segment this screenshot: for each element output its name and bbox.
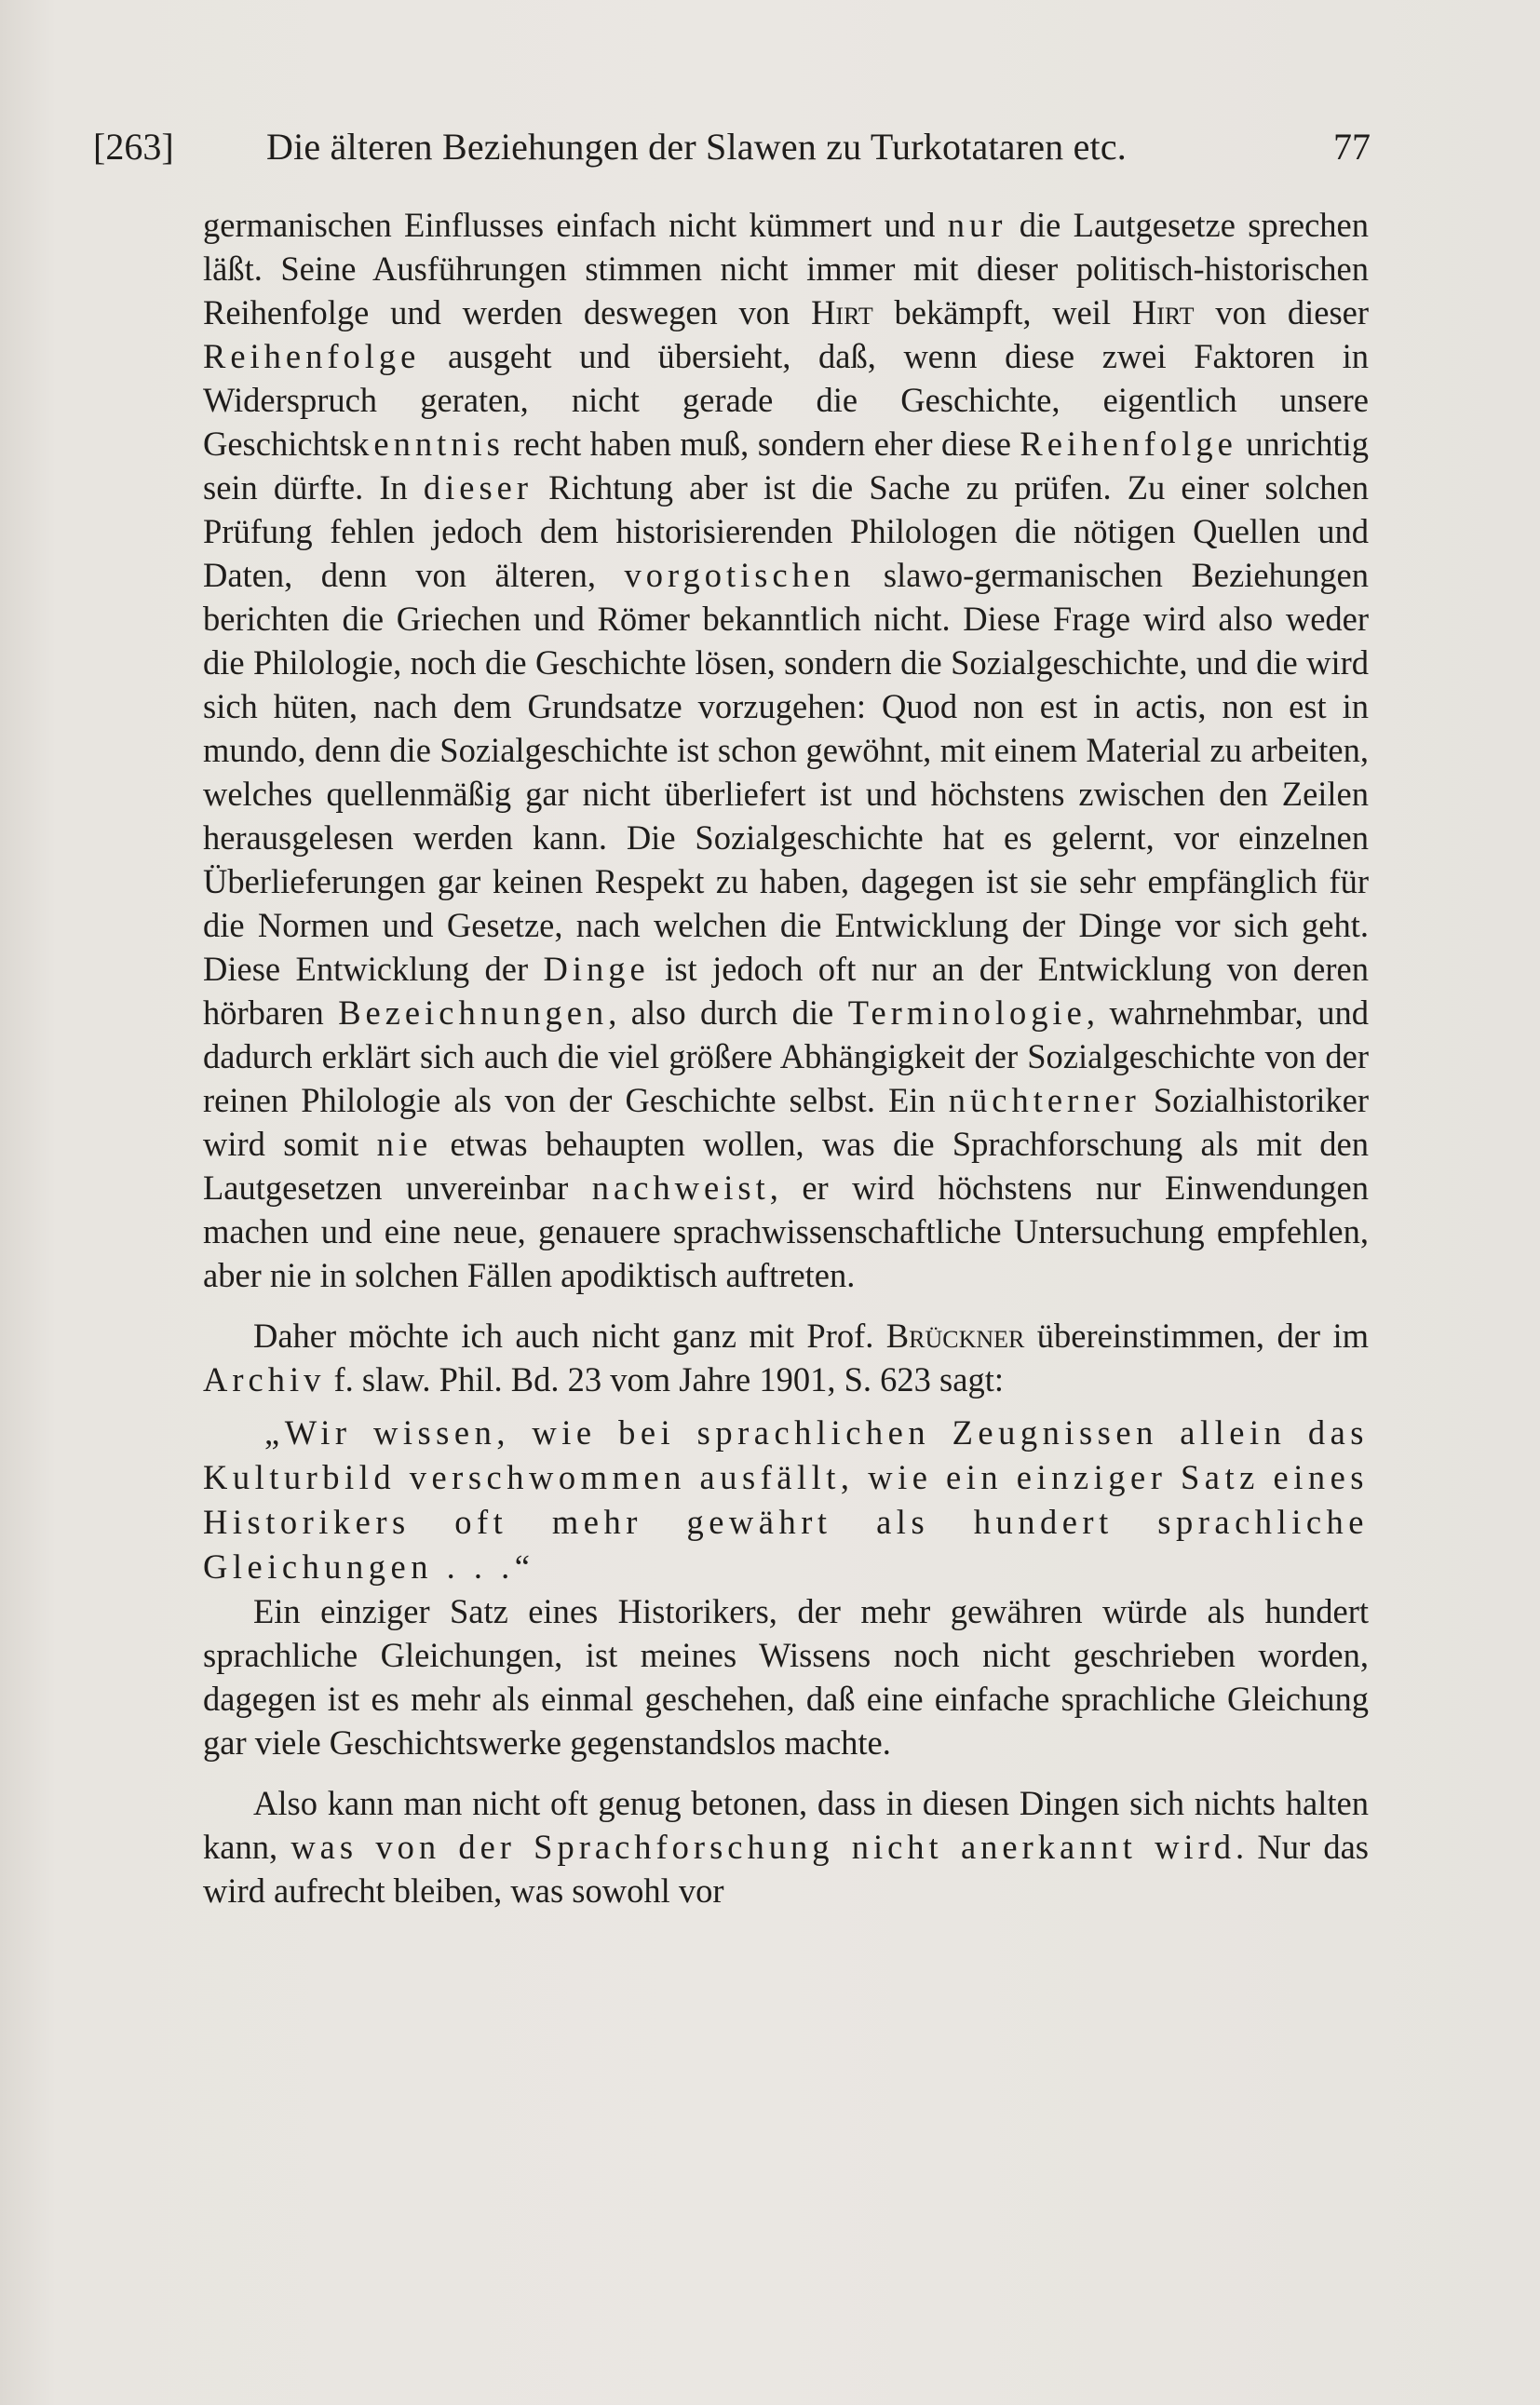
text-run: Sozialhistoriker wird somit <box>203 1081 1369 1163</box>
text-run: , er wird höchstens nur Einwendungen machen und eine neue, genauere sprachwissenschaftliche Untersuchung empfehlen, aber nie in solchen Fällen apodiktisch auftreten. <box>203 1169 1370 1294</box>
spaced-emphasis: nüchterner <box>948 1081 1141 1119</box>
text-run: . Nur das wird aufrecht bleiben, was sowohl vor <box>203 1828 1370 1910</box>
text-run: die Lautgesetze sprechen läßt. Seine Ausführungen stimmen nicht immer mit dieser politisch-historischen Reihenfolge und werden deswegen von <box>203 206 1369 331</box>
body-text <box>203 203 1369 1912</box>
spaced-emphasis: Terminologie <box>847 993 1087 1032</box>
author-name: Hirt <box>1131 293 1195 331</box>
text-run: , also durch die <box>608 993 848 1032</box>
text-run: bekämpft, weil <box>872 293 1132 331</box>
spaced-emphasis: dieser <box>423 468 534 507</box>
running-title: Die älteren Beziehungen der Slawen zu Turkotataren etc. <box>266 126 1128 168</box>
text-run: germanischen Einflusses einfach nicht kümmert und <box>203 206 948 244</box>
spaced-emphasis: nie <box>376 1125 433 1163</box>
paragraph-2 <box>203 1314 1369 1401</box>
spaced-emphasis: Reihenfolge <box>1020 425 1237 463</box>
text-run: Daher möchte ich auch nicht ganz mit Prof. <box>253 1317 886 1355</box>
text-run: etwas behaupten wollen, was die Sprachforschung als mit den Lautgesetzen unvereinbar <box>203 1125 1369 1207</box>
paragraph-4 <box>203 1781 1369 1912</box>
spaced-emphasis: nur <box>947 206 1007 244</box>
author-name: Hirt <box>811 293 873 331</box>
author-name: Brückner <box>885 1317 1025 1355</box>
page-number: 77 <box>1333 126 1371 168</box>
paragraph-3 <box>203 1589 1369 1764</box>
spaced-emphasis: Dinge <box>543 950 650 988</box>
paragraph-1 <box>203 203 1369 1297</box>
text-run: Richtung aber ist die Sache zu prüfen. Zu einer solchen Prüfung fehlen jedoch dem historisierenden Philologen die nötigen Quellen und Daten, denn von älteren, <box>203 468 1370 594</box>
spaced-emphasis: kenntnis <box>352 425 505 463</box>
text-run: „Wir wissen, wie bei sprachlichen Zeugnissen allein das Kulturbild verschwommen ausfällt, wie ein einziger Satz eines Historikers oft mehr gewährt als hundert sprachliche Gleichungen . . .“ <box>203 1413 1369 1586</box>
text-run: slawo-germanischen Beziehungen berichten die Griechen und Römer bekanntlich nicht. Diese Frage wird also weder die Philologie, noch die Geschichte lösen, sondern die Sozialgeschichte, und die wird sich hüten, nach dem Grundsatze vorzugehen: Quod non est in actis, non est in mundo, denn die Sozialgeschichte ist schon gewöhnt, mit einem Material zu arbeiten, welches quellenmäßig gar nicht überliefert ist und höchstens zwischen den Zeilen herausgelesen werden kann. Die Sozialgeschichte hat es gelernt, vor einzelnen Überlieferungen gar keinen Respekt zu haben, dagegen ist sie sehr empfänglich für die Normen und Gesetze, nach welchen die Entwicklung der Dinge vor sich geht. Diese Entwicklung der <box>203 556 1370 988</box>
block-quote <box>203 1411 1369 1589</box>
spaced-emphasis: Bezeichnungen <box>338 993 609 1032</box>
spaced-emphasis: Reihenfolge <box>203 337 421 375</box>
text-run: Ein einziger Satz eines Historikers, der mehr gewähren würde als hundert sprachliche Gleichungen, ist meines Wissens noch nicht geschrieben worden, dagegen ist es mehr als einmal geschehen, daß eine einfache sprachliche Gleichung gar viele Geschichtswerke gegenstandslos machte. <box>203 1592 1369 1762</box>
text-run: recht haben muß, sondern eher diese <box>504 425 1020 463</box>
text-run: übereinstimmen, der im <box>1024 1317 1369 1355</box>
spaced-emphasis: vorgotischen <box>624 556 856 594</box>
spaced-emphasis: nachweist <box>591 1169 770 1207</box>
text-run: Also kann man nicht oft genug betonen, dass in diesen Dingen sich nichts halten kann, <box>203 1784 1369 1866</box>
spaced-emphasis: was von der Sprachforschung nicht anerkannt wird <box>290 1828 1236 1866</box>
spaced-emphasis: Archiv <box>203 1360 326 1398</box>
page-header <box>93 119 1371 175</box>
original-page-reference: [263] <box>93 126 174 168</box>
text-run: , wahrnehmbar, und dadurch erklärt sich auch die viel größere Abhängigkeit der Sozialgeschichte von der reinen Philologie als von der Geschichte selbst. Ein <box>203 993 1369 1119</box>
text-run: von dieser <box>1194 293 1370 331</box>
text-run: unrichtig sein dürfte. In <box>203 425 1369 507</box>
text-run: f. slaw. Phil. Bd. 23 vom Jahre 1901, S. 623 sagt: <box>325 1360 1004 1398</box>
text-run: ist jedoch oft nur an der Entwicklung von deren hörbaren <box>203 950 1369 1032</box>
text-run: ausgeht und übersieht, daß, wenn diese zwei Faktoren in Widerspruch geraten, nicht gerade die Geschichte, eigentlich unsere Geschichts <box>203 337 1369 463</box>
